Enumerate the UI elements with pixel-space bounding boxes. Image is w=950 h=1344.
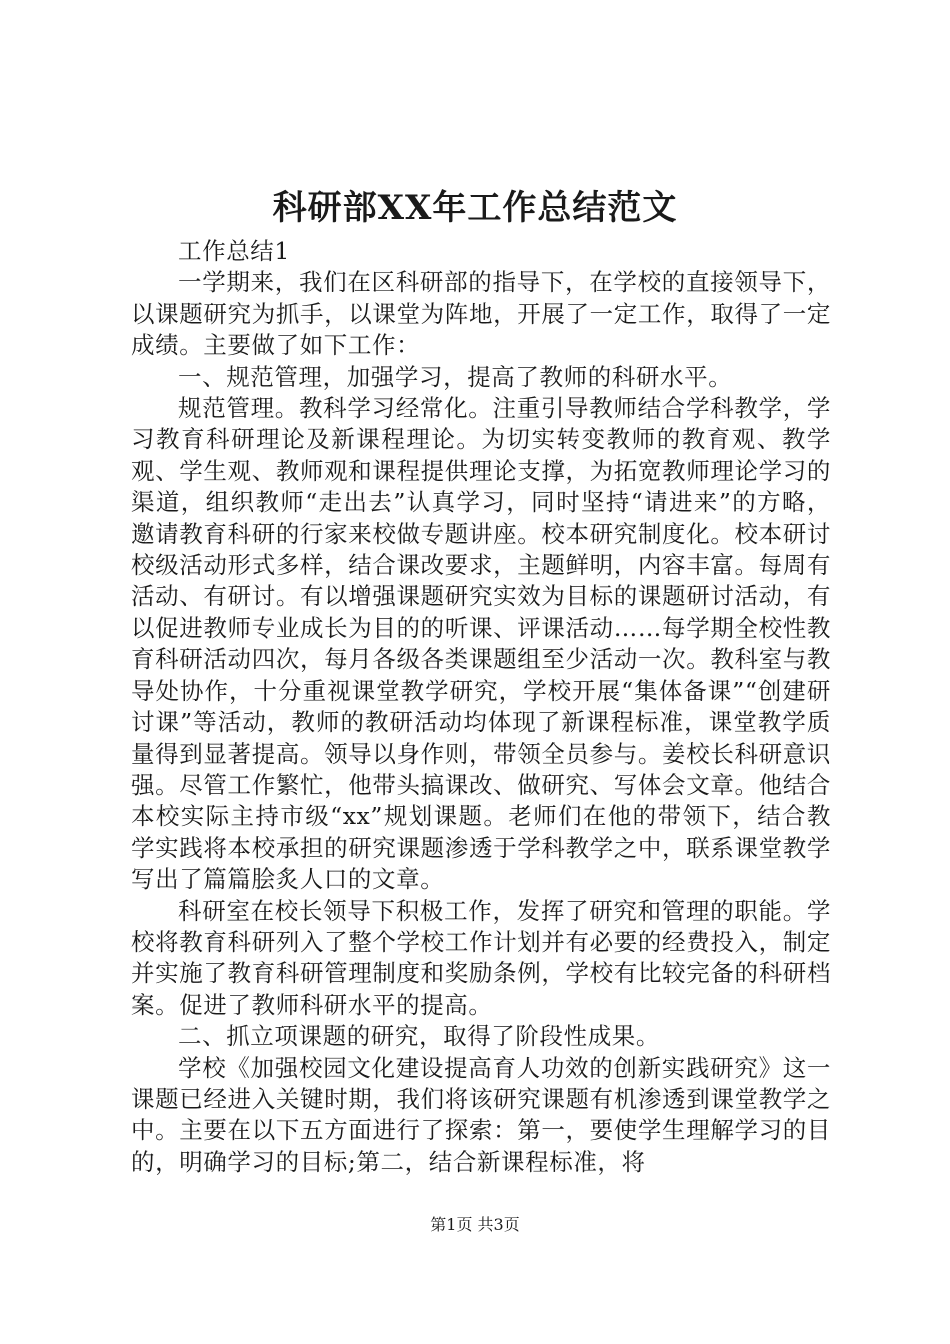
paragraph-intro: 一学期来，我们在区科研部的指导下，在学校的直接领导下，以课题研究为抓手，以课堂为阵地，开展了一定工作，取得了一定成绩。主要做了如下工作： (131, 268, 831, 360)
document-body (131, 236, 831, 1178)
document-title: 科研部XX年工作总结范文 (272, 188, 678, 228)
paragraph-section-2-heading: 二、抓立项课题的研究，取得了阶段性成果。 (178, 1022, 660, 1051)
paragraph-heading-summary-1: 工作总结1 (178, 237, 290, 265)
paragraph-standard-management: 规范管理。教科学习经常化。注重引导教师结合学科教学，学习教育科研理论及新课程理论。为切实转变教师的教育观、教学观、学生观、教师观和课程提供理论支撑，为拓宽教师理论学习的渠道，组织教师“走出去”认真学习，同时坚持“请进来”的方略，邀请教育科研的行家来校做专题讲座。校本研究制度化。校本研讨校级活动形式多样，结合课改要求，主题鲜明，内容丰富。每周有活动、有研讨。有以增强课题研究实效为目标的课题研讨活动，有以促进教师专业成长为目的的听课、评课活动……每学期全校性教育科研活动四次，每月各级各类课题组至少活动一次。教科室与教导处协作，十分重视课堂教学研究，学校开展“集体备课”“创建研讨课”等活动，教师的教研活动均体现了新课程标准，课堂教学质量得到显著提高。领导以身作则，带领全员参与。姜校长科研意识强。尽管工作繁忙，他带头搞课改、做研究、写体会文章。他结合本校实际主持市级“xx”规划课题。老师们在他的带领下，结合教学实践将本校承担的研究课题渗透于学科教学之中，联系课堂教学写出了篇篇脍炙人口的文章。 (131, 394, 831, 894)
paragraph-section-1-heading: 一、规范管理，加强学习，提高了教师的科研水平。 (178, 362, 733, 391)
page-footer: 第1页 共3页 (430, 1215, 520, 1234)
paragraph-project-research: 学校《加强校园文化建设提高育人功效的创新实践研究》这一课题已经进入关键时期，我们将该研究课题有机渗透到课堂教学之中。主要在以下五方面进行了探索：第一，要使学生理解学习的目的，明确学习的目标;第二，结合新课程标准，将 (131, 1053, 831, 1176)
paragraph-research-office: 科研室在校长领导下积极工作，发挥了研究和管理的职能。学校将教育科研列入了整个学校工作计划并有必要的经费投入，制定并实施了教育科研管理制度和奖励条例，学校有比较完备的科研档案。促进了教师科研水平的提高。 (131, 896, 831, 1019)
